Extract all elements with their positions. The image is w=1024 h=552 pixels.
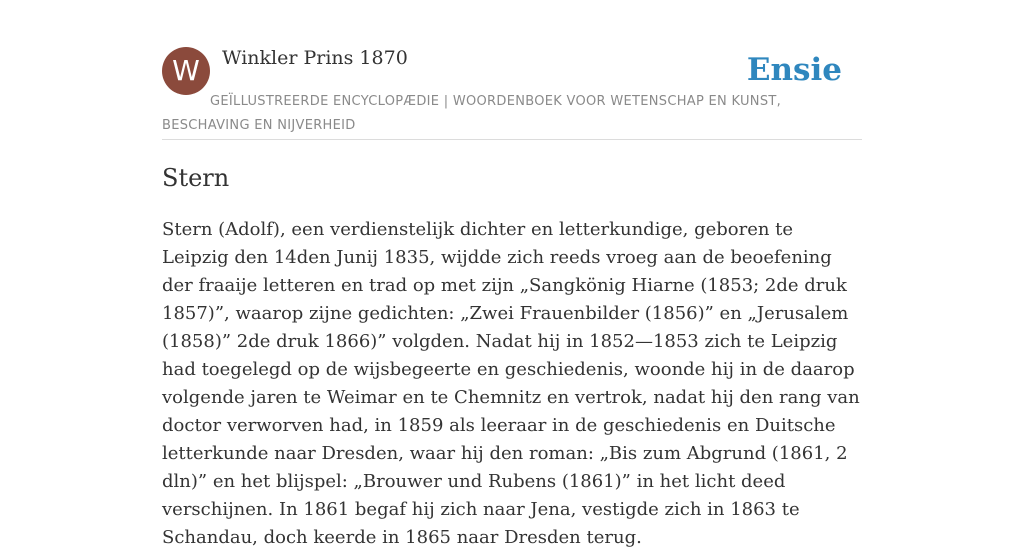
entry-title: Stern: [162, 164, 230, 192]
ensie-logo[interactable]: Ensie: [746, 52, 842, 88]
header-divider: [162, 139, 862, 140]
entry-body: Stern (Adolf), een verdienstelijk dichter en letterkundige, geboren te Leipzig den 14den Junij 1835, wijdde zich reeds vroeg aan de beoefening der fraaije letteren en trad op met zijn „Sangkönig Hiarne (1853; 2de druk 1857)”, waarop zijne gedichten: „Zwei Frauenbilder (1856)” en „Jerusalem (1858)” 2de druk 1866)” volgden. Nadat hij in 1852—1853 zich te Leipzig had toegelegd op de wijsbegeerte en geschiedenis, woonde hij in de daarop volgende jaren te Weimar en te Chemnitz en vertrok, nadat hij den rang van doctor verworven had, in 1859 als leeraar in de geschiedenis en Duitsche letterkunde naar Dresden, waar hij den roman: „Bis zum Abgrund (1861, 2 dln)” en het blijspel: „Brouwer und Rubens (1861)” in het licht deed verschijnen. In 1861 begaf hij zich naar Jena, vestigde zich in 1863 te Schandau, doch keerde in 1865 naar Dresden terug.: [162, 219, 860, 548]
source-subtitle: GEÏLLUSTREERDE ENCYCLOPÆDIE | WOORDENBOEK VOOR WETENSCHAP EN KUNST, BESCHAVING EN NIJVERHEID: [162, 94, 782, 133]
source-avatar: W: [162, 47, 210, 95]
source-title-link[interactable]: Winkler Prins 1870: [222, 47, 408, 69]
